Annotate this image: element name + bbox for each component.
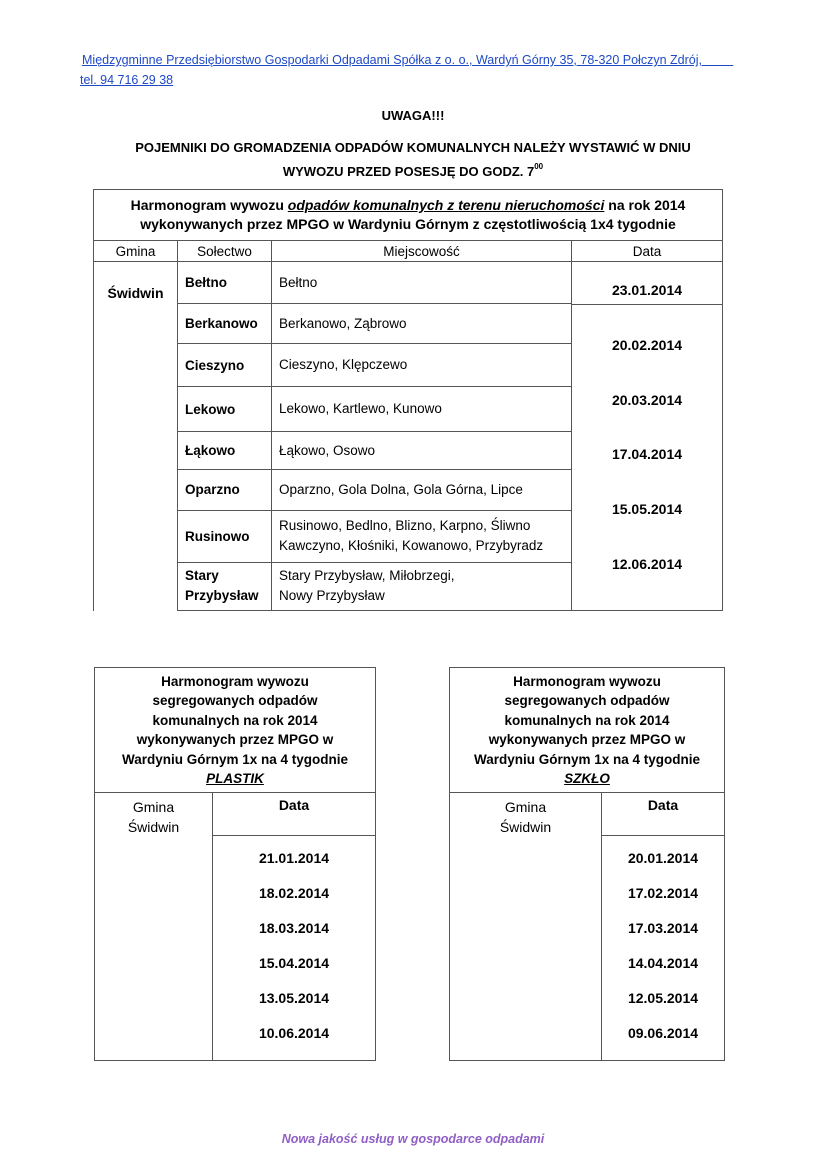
collection-date: 20.03.2014	[611, 392, 683, 408]
col-header-data: Data	[572, 241, 723, 262]
gmina-label: Gmina	[504, 799, 547, 815]
miejscowosc-cell	[272, 562, 572, 610]
solectwo-line: Stary	[185, 568, 219, 584]
collection-date: 20.01.2014	[627, 850, 699, 866]
dates-column	[572, 262, 723, 611]
collection-date: 17.02.2014	[627, 885, 699, 901]
gmina-cell	[450, 793, 602, 1061]
table-row	[94, 262, 723, 304]
collection-date: 14.04.2014	[627, 955, 699, 971]
title-line: komunalnych na rok 2014	[152, 712, 318, 728]
date-divider	[572, 304, 722, 305]
collection-date: 18.03.2014	[258, 920, 330, 936]
collection-date: 18.02.2014	[258, 885, 330, 901]
company-header	[80, 50, 750, 90]
gmina-cell	[95, 793, 213, 1061]
title-line: Harmonogram wywozu	[513, 673, 661, 689]
miejscowosc-cell: Cieszyno, Klępczewo	[272, 344, 572, 387]
solectwo-cell: Oparzno	[178, 469, 272, 510]
gmina-cell: Świdwin	[94, 262, 178, 611]
collection-date: 09.06.2014	[627, 1025, 699, 1041]
glass-table-title	[450, 668, 725, 793]
miejscowosc-cell: Bełtno	[272, 262, 572, 304]
miejscowosc-cell: Berkanowo, Ząbrowo	[272, 304, 572, 344]
collection-date: 10.06.2014	[258, 1025, 330, 1041]
title-line: Wardyniu Górnym 1x na 4 tygodnie	[473, 751, 701, 767]
gmina-label: Gmina	[132, 799, 175, 815]
collection-date: 23.01.2014	[611, 282, 683, 298]
solectwo-cell: Rusinowo	[178, 510, 272, 562]
dates-list	[602, 836, 725, 1061]
company-link[interactable]: Międzygminne Przedsiębiorstwo Gospodarki Odpadami Spółka z o. o., Wardyń Górny 35, 78-320 Połczyn Zdrój,	[82, 53, 702, 67]
notice-line-1: POJEMNIKI DO GROMADZENIA ODPADÓW KOMUNALNYCH NALEŻY WYSTAWIĆ W DNIU	[135, 140, 691, 155]
title-line: segregowanych odpadów	[152, 693, 318, 708]
miejscowosc-line: Kawczyno, Kłośniki, Kowanowo, Przybyradz	[279, 538, 544, 554]
collection-date: 12.06.2014	[611, 556, 683, 572]
notice-line-2-text: WYWOZU PRZED POSESJĘ DO GODZ. 7	[282, 164, 535, 179]
miejscowosc-cell: Oparzno, Gola Dolna, Gola Górna, Lipce	[272, 469, 572, 510]
solectwo-cell: Bełtno	[178, 262, 272, 304]
waste-type-label: SZKŁO	[564, 771, 610, 786]
main-title-suffix: na rok 2014	[604, 197, 686, 213]
miejscowosc-cell: Lekowo, Kartlewo, Kunowo	[272, 387, 572, 432]
col-header-solectwo: Sołectwo	[178, 241, 272, 262]
footer-slogan: Nowa jakość usług w gospodarce odpadami	[281, 1132, 545, 1146]
title-line: Wardyniu Górnym 1x na 4 tygodnie	[121, 751, 349, 767]
collection-date: 12.05.2014	[627, 990, 699, 1006]
solectwo-cell: Lekowo	[178, 387, 272, 432]
main-title-emphasis: odpadów komunalnych z terenu nieruchomości	[287, 197, 605, 213]
col-header-gmina: Gmina	[94, 241, 178, 262]
solectwo-cell: Cieszyno	[178, 344, 272, 387]
main-table-title	[94, 190, 723, 241]
collection-date: 21.01.2014	[258, 850, 330, 866]
miejscowosc-cell: Łąkowo, Osowo	[272, 432, 572, 469]
plastic-schedule-table	[94, 667, 376, 1061]
company-link-underline-tail	[702, 53, 733, 67]
main-title-prefix: Harmonogram wywozu	[130, 197, 288, 213]
title-line: Harmonogram wywozu	[161, 673, 309, 689]
miejscowosc-cell	[272, 510, 572, 562]
warning-title: UWAGA!!!	[381, 108, 445, 123]
collection-date: 15.05.2014	[611, 501, 683, 517]
data-header: Data	[213, 793, 376, 836]
municipal-waste-schedule-table	[93, 189, 723, 611]
notice-text	[90, 138, 736, 181]
waste-type-label: PLASTIK	[206, 771, 264, 786]
collection-date: 17.04.2014	[611, 446, 683, 462]
phone-link[interactable]: tel. 94 716 29 38	[80, 73, 174, 87]
dates-list	[213, 836, 376, 1061]
collection-date: 20.02.2014	[611, 337, 683, 353]
main-title-line-2: wykonywanych przez MPGO w Wardyniu Górnym z częstotliwością 1x4 tygodnie	[140, 216, 676, 232]
solectwo-cell: Łąkowo	[178, 432, 272, 469]
col-header-miejscowosc: Miejscowość	[272, 241, 572, 262]
collection-date: 13.05.2014	[258, 990, 330, 1006]
title-line: segregowanych odpadów	[504, 693, 670, 708]
solectwo-line: Przybysław	[185, 588, 259, 604]
solectwo-cell	[178, 562, 272, 610]
notice-line-2	[90, 157, 736, 181]
collection-date: 15.04.2014	[258, 955, 330, 971]
plastic-table-title	[95, 668, 376, 793]
title-line: wykonywanych przez MPGO w	[136, 732, 334, 747]
data-header: Data	[602, 793, 725, 836]
miejscowosc-line: Nowy Przybysław	[279, 588, 385, 604]
collection-date: 17.03.2014	[627, 920, 699, 936]
notice-time-superscript: 00	[534, 162, 544, 171]
gmina-name: Świdwin	[499, 819, 552, 835]
title-line: wykonywanych przez MPGO w	[488, 732, 686, 747]
miejscowosc-line: Stary Przybysław, Miłobrzegi,	[279, 568, 455, 584]
miejscowosc-line: Rusinowo, Bedlno, Blizno, Karpno, Śliwno	[279, 518, 531, 534]
solectwo-cell: Berkanowo	[178, 304, 272, 344]
title-line: komunalnych na rok 2014	[504, 712, 670, 728]
gmina-name: Świdwin	[127, 819, 180, 835]
glass-schedule-table	[449, 667, 725, 1061]
